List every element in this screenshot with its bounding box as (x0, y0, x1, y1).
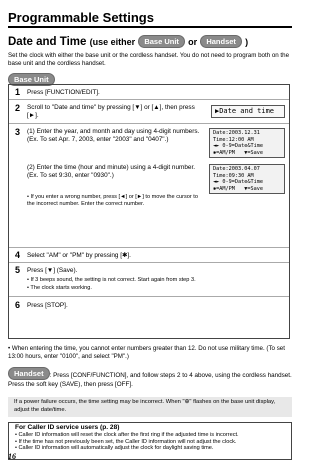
step-5-text: Press [▼] (Save). (27, 267, 78, 274)
section-title (8, 35, 248, 48)
step-6-number: 6 (15, 300, 21, 310)
section-paren-close: ) (245, 37, 249, 47)
header-rule (8, 26, 292, 28)
caller-id-item: • Caller ID information will reset the clock after the first ring if the adjusted time is incorrect. (15, 431, 239, 438)
step-2 (9, 100, 289, 124)
step-5-number: 5 (15, 265, 21, 275)
step-6-text: Press [STOP]. (27, 302, 68, 309)
step-3 (9, 124, 289, 248)
page-number: 16 (8, 452, 16, 461)
lcd-screen-1: Date:2003.12.31 Time:12:00 AM ◄► 0-9=Date&Time ✱=AM/PM ▼=Save (209, 128, 285, 158)
power-failure-note: If a power failure occurs, the time setting may be incorrect. When "⊕" flashes on the base unit display, adjust the date/time. (8, 397, 292, 417)
caller-id-box (8, 422, 292, 460)
caller-id-title: For Caller ID service users (p. 28) (15, 424, 120, 431)
section-title-text: Date and Time (8, 36, 87, 48)
step-4 (9, 248, 289, 263)
step-3-number: 3 (15, 127, 21, 137)
step-1 (9, 85, 289, 100)
caller-id-item: • Caller ID information will automatically adjust the clock for daylight saving time. (15, 445, 214, 452)
step-1-number: 1 (15, 87, 21, 97)
steps-box (8, 84, 290, 339)
handset-tag-chip: Handset (8, 367, 50, 380)
base-unit-tag-chip: Base Unit (8, 73, 55, 86)
step-3-bullet: • If you enter a wrong number, press [◄] or [►] to move the cursor to the incorrect number. Enter the correct number. (27, 194, 198, 207)
handset-instructions-text: : Press [CONF/FUNCTION], and follow steps 2 to 4 above, using the cordless handset. Press the soft key (SAVE), then press [OFF]. (8, 372, 292, 388)
handset-instructions (8, 367, 292, 389)
step-5-bullet-2: • The clock starts working. (27, 285, 92, 291)
step-6 (9, 297, 289, 314)
step-5-bullet-1: • If 3 beeps sound, the setting is not correct. Start again from step 3. (27, 277, 196, 283)
intro-text: Set the clock with either the base unit or the cordless handset. You do not need to program both on the base unit and the cordless handset. (8, 52, 290, 67)
step-1-text: Press [FUNCTION/EDIT]. (27, 89, 100, 96)
lcd-date-and-time: ▶Date and time (211, 105, 285, 118)
page-header-title: Programmable Settings (8, 10, 154, 25)
military-time-note: • When entering the time, you cannot enter numbers greater than 12. Do not use military time. (To set 13:00 hours, enter "0100", and select "PM".) (8, 345, 285, 360)
base-unit-chip: Base Unit (138, 35, 185, 48)
step-4-number: 4 (15, 250, 21, 260)
lcd-screen-2: Date:2003.04.07 Time:09:30 AM ◄► 0-9=Date&Time ✱=AM/PM ▼=Save (209, 164, 285, 194)
step-4-text: Select "AM" or "PM" by pressing [✱]. (27, 252, 131, 259)
section-paren-open: (use either (89, 37, 136, 47)
handset-chip: Handset (200, 35, 242, 48)
section-or: or (188, 37, 198, 47)
step-5 (9, 263, 289, 297)
step-3-part-1: (1) Enter the year, and month and day using 4-digit numbers. (Ex. To set Apr. 7, 2003, enter "2003" and "0407".) (27, 128, 200, 144)
step-3-part-2: (2) Enter the time (hour and minute) using a 4-digit number. (Ex. To set 9:30, enter "0930".) (27, 164, 196, 180)
step-2-number: 2 (15, 103, 21, 113)
caller-id-item: • If the time has not previously been set, the Caller ID information will not adjust the clock. (15, 438, 237, 445)
lcd-date-and-time-text: Date and time (219, 107, 275, 115)
step-2-text: Scroll to "Date and time" by pressing [▼] or [▲], then press [►]. (27, 104, 195, 120)
